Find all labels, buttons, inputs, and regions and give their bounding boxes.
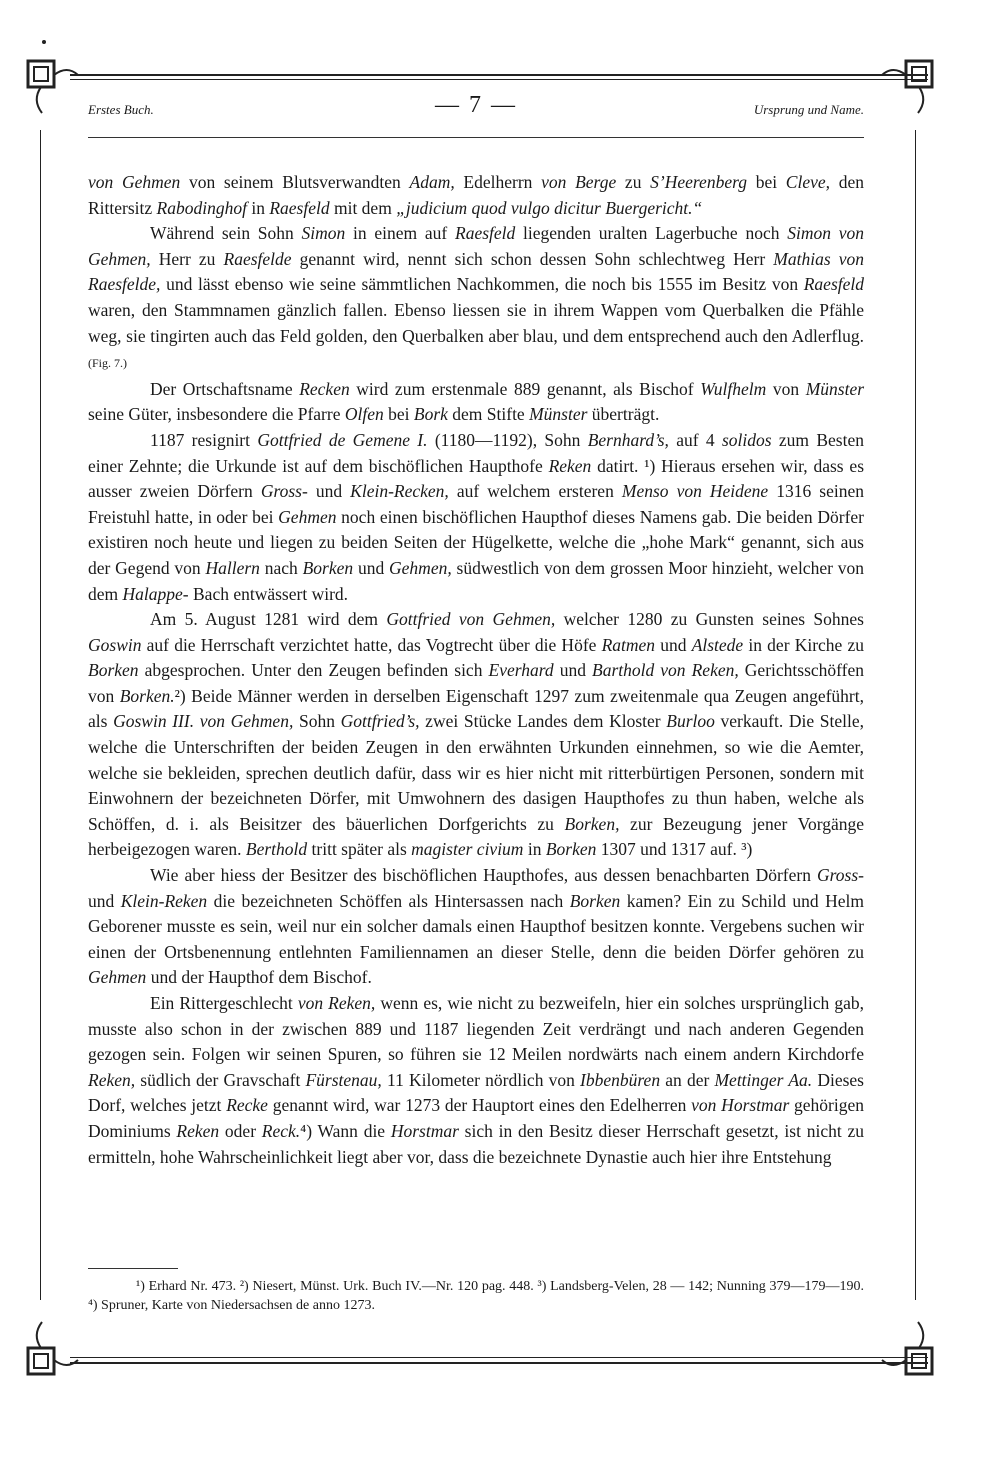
frame-left-line bbox=[40, 130, 41, 1300]
footnotes bbox=[88, 1277, 864, 1315]
paragraph-2: Während sein Sohn Simon in einem auf Raesfeld liegenden uralten Lagerbuche noch Simon von Gehmen, Herr zu Raesfelde genannt wird, nennt sich schon dessen Sohn schlechtweg Herr Mathias von Raesfelde, und lässt ebenso wie seine sämmtlichen Nachkommen, die noch bis 1555 im Besitz von Raesfeld waren, den Stammnamen gänzlich fallen. Ebenso liessen sie in ihrem Wappen vom Querbalken die Pfähle weg, sie tingirten auch das Feld golden, den Querbalken aber blau, und dem entsprechend auch den Adlerflug. (Fig. 7.) bbox=[88, 223, 865, 371]
paragraph-4: 1187 resignirt Gottfried de Gemene I. (1180—1192), Sohn Bernhard’s, auf 4 solidos zum Besten einer Zehnte; die Urkunde ist auf dem bischöflichen Haupthofe Reken datirt. ¹) Hieraus ersehen wir, dass es ausser zweien Dörfern Gross- und Klein-Recken, auf welchem ersteren Menso von Heidene 1316 seinen Freistuhl hatte, in oder bei Gehmen noch einen bischöflichen Haupthof dieses Namens gab. Die beiden Dörfer existiren noch heute und liegen zu beiden Seiten der Hügelkette, welche die „hohe Mark“ genannt, sich aus der Gegend von Hallern nach Borken und Gehmen, südwestlich von dem grossen Moor hinzieht, welcher von dem Halappe- Bach entwässert wird. bbox=[88, 429, 865, 604]
paragraph-3: Der Ortschaftsname Recken wird zum erstenmale 889 genannt, als Bischof Wulfhelm von Münster seine Güter, insbesondere die Pfarre Olfen bei Bork dem Stifte Münster überträgt. bbox=[88, 378, 865, 425]
book-title: Erstes Buch. bbox=[88, 102, 154, 117]
footnote-rule bbox=[88, 1268, 178, 1269]
header-rule bbox=[88, 137, 864, 138]
figure-reference: (Fig. 7.) bbox=[88, 356, 127, 371]
corner-ornament-bottom-left-icon bbox=[22, 1320, 82, 1380]
frame-top-line bbox=[70, 74, 928, 76]
paragraph-1: von Gehmen von seinem Blutsverwandten Adam, Edelherrn von Berge zu S’Heerenberg bei Cleve, den Rittersitz Rabodinghof in Raesfeld mit dem „judicium quod vulgo dicitur Buergericht.“ bbox=[88, 172, 864, 218]
footnote-text: ¹) Erhard Nr. 473. ²) Niesert, Münst. Urk. Buch IV.—Nr. 120 pag. 448. ³) Landsberg-Velen, 28 — 142; Nunning 379—179—190. ⁴) Spruner, Karte von Niedersachsen de anno 1273. bbox=[88, 1279, 864, 1313]
frame-bottom-line bbox=[70, 1362, 928, 1364]
frame-top-line-thin bbox=[70, 79, 928, 80]
paragraph-6: Wie aber hiess der Besitzer des bischöflichen Haupthofes, aus dessen benachbarten Dörfern Gross- und Klein-Reken die bezeichneten Schöffen als Hintersassen nach Borken kamen? Ein zu Schild und Helm Geborener musste es sein, weil nur ein solcher damals einen Haupthof besitzen konnte. Vergebens suchen wir einen der Ortsbenennung entlehnten Familiennamen an dieser Stelle, denn die beiden Dörfer gehören zu Gehmen und der Haupthof dem Bischof. bbox=[88, 865, 865, 988]
corner-ornament-bottom-right-icon bbox=[878, 1320, 938, 1380]
paragraph-5: Am 5. August 1281 wird dem Gottfried von Gehmen, welcher 1280 zu Gunsten seines Sohnes Goswin auf die Herrschaft verzichtet hatte, das Vogtrecht über die Höfe Ratmen und Alstede in der Kirche zu Borken abgesprochen. Unter den Zeugen befinden sich Everhard und Barthold von Reken, Gerichtsschöffen von Borken.²) Beide Männer werden in derselben Eigenschaft 1297 zum zweitenmale qua Zeugen angeführt, als Goswin III. von Gehmen, Sohn Gottfried’s, zwei Stücke Landes dem Kloster Burloo verkauft. Die Stelle, welche die Unterschriften der beiden Zeugen in den erwähnten Urkunden einnehmen, so wie die Aemter, welche sie bekleiden, sprechen deutlich dafür, dass wir es hier nicht mit ritterbürtigen Personen, sondern mit Einwohnern der bezeichneten Dörfer, mit Umwohnern des dasigen Haupthofes zu thun haben, welche als Schöffen, d. i. als Beisitzer des bäuerlichen Dorfgerichts zu Borken, zur Bezeugung jener Vorgänge herbeigezogen waren. Berthold tritt später als magister civium in Borken 1307 und 1317 auf. ³) bbox=[88, 609, 865, 860]
corner-ornament-top-right-icon bbox=[878, 55, 938, 115]
corner-ornament-top-left-icon bbox=[22, 55, 82, 115]
main-text bbox=[88, 170, 864, 1170]
paragraph-7: Ein Rittergeschlecht von Reken, wenn es, wie nicht zu bezweifeln, hier ein solches ursprünglich gab, musste also schon in der zwischen 889 und 1187 liegenden Zeit verdrängt und nach anderen Gegenden gezogen sein. Folgen wir seinen Spuren, so führen sie 12 Meilen nordwärts nach einem andern Kirchdorfe Reken, südlich der Gravschaft Fürstenau, 11 Kilometer nördlich von Ibbenbüren an der Mettinger Aa. Dieses Dorf, welches jetzt Recke genannt wird, war 1273 der Hauptort eines den Edelherren von Horstmar gehörigen Dominiums Reken oder Reck.⁴) Wann die Horstmar sich in den Besitz dieser Herrschaft gesetzt, ist nicht zu ermitteln, hohe Wahrscheinlichkeit liegt aber vor, dass die bezeichnete Dynastie auch hier ihre Entstehung bbox=[88, 993, 864, 1167]
chapter-title: Ursprung und Name. bbox=[753, 102, 864, 117]
running-header bbox=[88, 92, 864, 126]
frame-right-line bbox=[915, 130, 916, 1300]
ink-dot bbox=[42, 40, 46, 44]
frame-bottom-line-thin bbox=[70, 1357, 928, 1358]
page-number: — 7 — bbox=[435, 92, 517, 118]
